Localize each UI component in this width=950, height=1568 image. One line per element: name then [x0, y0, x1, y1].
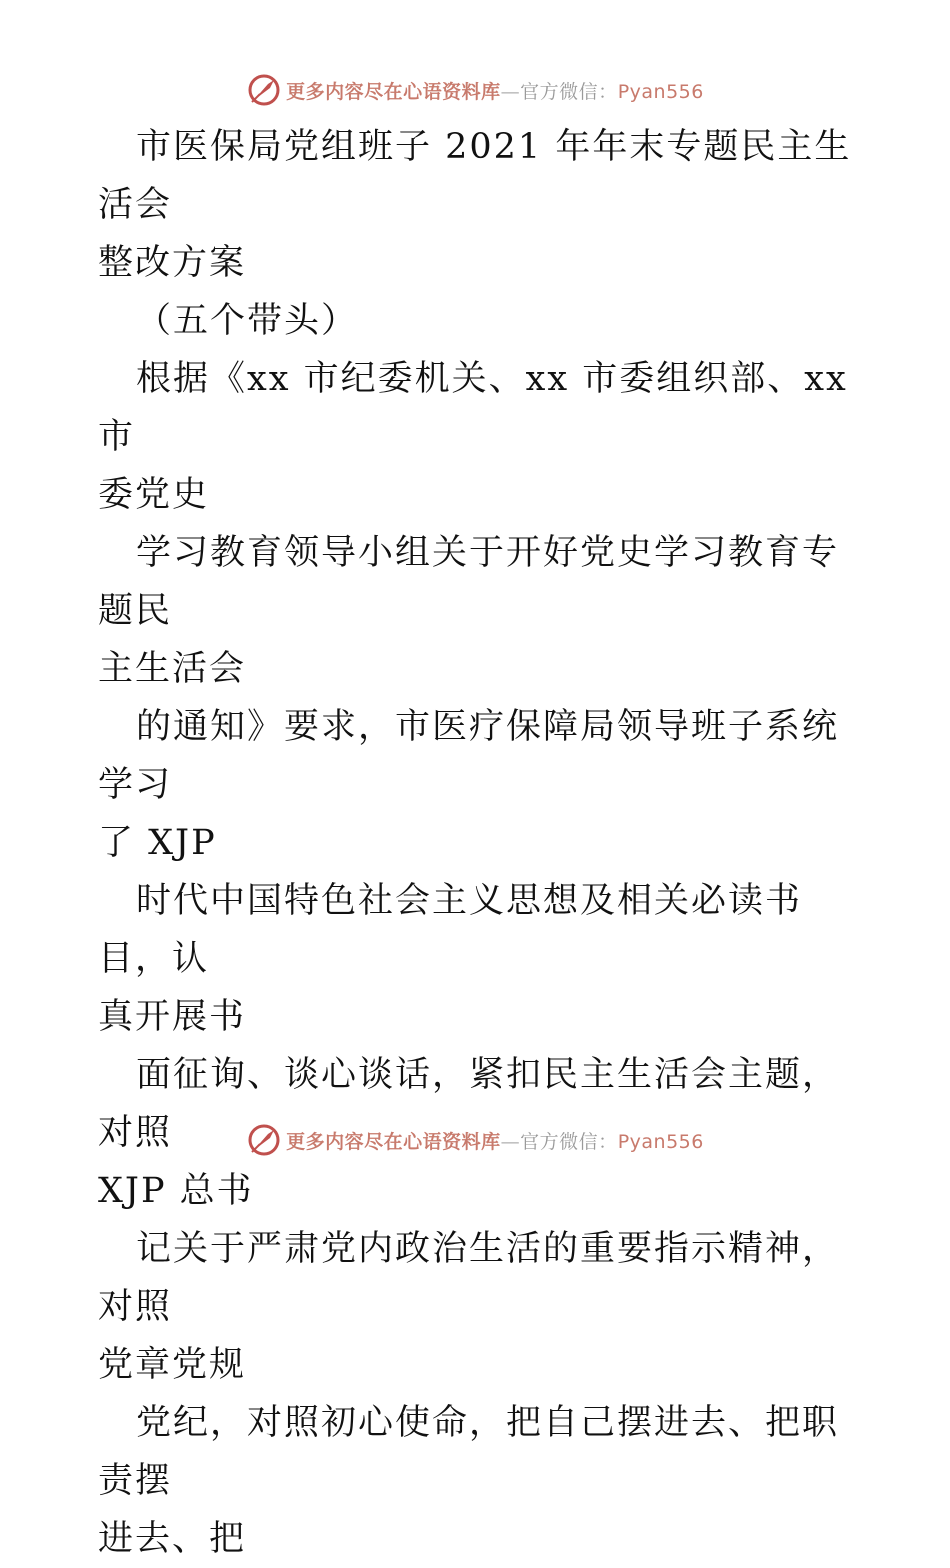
doc-line-4 [98, 524, 858, 698]
doc-line-5-rest: 了 XJP [98, 823, 217, 863]
watermark-main-text: 更多内容尽在心语资料库 [286, 80, 501, 103]
doc-line-5-first: 的通知》要求，市医疗保障局领导班子系统学习 [98, 707, 840, 805]
red-quill-circle-logo-icon [246, 1122, 282, 1158]
doc-line-8-first: 记关于严肃党内政治生活的重要指示精神，对照 [98, 1229, 840, 1327]
watermark-main-text: 更多内容尽在心语资料库 [286, 1130, 501, 1153]
document-body [98, 118, 858, 1568]
doc-line-5 [98, 698, 858, 872]
doc-line-4-first: 学习教育领导小组关于开好党史学习教育专题民 [98, 533, 840, 631]
doc-line-6-rest: 真开展书 [98, 997, 247, 1037]
doc-line-1-first: 市医保局党组班子 2021 年年末专题民主生活会 [98, 127, 852, 225]
watermark-official-label: 官方微信： [520, 1130, 618, 1153]
doc-line-6 [98, 872, 858, 1046]
doc-line-2-first: （五个带头） [136, 301, 359, 341]
header-watermark-banner [0, 70, 950, 110]
watermark-wechat-id: Pyan556 [617, 80, 704, 103]
watermark-wechat-id: Pyan556 [617, 1130, 704, 1153]
doc-line-9 [98, 1394, 858, 1568]
red-quill-circle-logo-icon [246, 72, 282, 108]
doc-line-9-rest: 进去、把 [98, 1519, 247, 1559]
doc-line-7-first: 面征询、谈心谈话，紧扣民主生活会主题，对照 [98, 1055, 840, 1153]
doc-line-2 [98, 292, 858, 350]
watermark-official-label: 官方微信： [520, 80, 618, 103]
doc-line-1 [98, 118, 858, 292]
doc-line-3-rest: 委党史 [98, 475, 210, 515]
doc-line-3 [98, 350, 858, 524]
doc-line-8 [98, 1220, 858, 1394]
watermark-text [286, 77, 704, 104]
doc-line-7-rest: XJP 总书 [98, 1171, 254, 1211]
watermark-text [286, 1127, 704, 1154]
doc-line-8-rest: 党章党规 [98, 1345, 247, 1385]
watermark-separator: — [500, 1130, 521, 1153]
doc-line-1-rest: 整改方案 [98, 243, 247, 283]
doc-line-4-rest: 主生活会 [98, 649, 247, 689]
doc-line-9-first: 党纪，对照初心使命，把自己摆进去、把职责摆 [98, 1403, 840, 1501]
doc-line-6-first: 时代中国特色社会主义思想及相关必读书目，认 [98, 881, 803, 979]
watermark-separator: — [500, 80, 521, 103]
doc-line-3-first: 根据《xx 市纪委机关、xx 市委组织部、xx 市 [98, 359, 848, 457]
footer-watermark-banner [0, 1120, 950, 1160]
